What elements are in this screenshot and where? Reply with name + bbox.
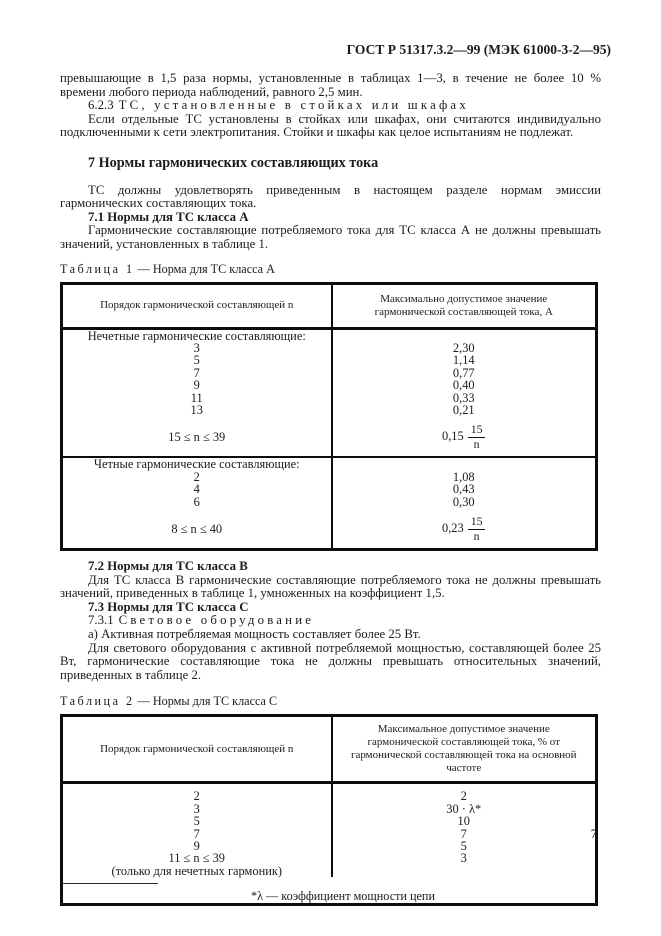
clause-7-3-1-title: Световое оборудование	[118, 613, 315, 628]
clause-7-3-1-heading	[60, 614, 601, 628]
harmonic-row	[62, 496, 597, 508]
harmonic-row	[62, 379, 597, 391]
footnote-row	[62, 877, 597, 905]
table-2-col1-header: Порядок гармонической составляющей n	[62, 716, 332, 783]
fraction-numerator: 15	[468, 424, 486, 438]
section-7-2-paragraph: Для ТС класса В гармонические составляющие потребляемого тока не должны превышать значений, приведенных в таблице 1, умноженных на коэффициент 1,5.	[60, 572, 601, 601]
fraction	[468, 424, 486, 450]
harmonic-row	[62, 342, 597, 354]
harmonic-row	[62, 404, 597, 416]
range-note-row	[62, 865, 597, 877]
harmonic-value: 5	[332, 840, 597, 852]
harmonic-value: 1,08	[332, 471, 597, 483]
fraction	[468, 516, 486, 542]
harmonic-row	[62, 803, 597, 815]
table-2-caption	[60, 695, 601, 708]
section-7-1-paragraph: Гармонические составляющие потребляемого тока для ТС класса А не должны превышать значений, установленных в таблице 1.	[60, 223, 601, 251]
clause-6-2-3-title: ТС, установленные в стойках или шкафах	[118, 98, 469, 113]
harmonic-n: 2	[193, 469, 200, 484]
clause-6-2-3-heading	[60, 99, 601, 113]
even-group-label-row	[62, 457, 597, 470]
range-note: (только для нечетных гармоник)	[111, 863, 282, 878]
clause-6-2-3-number: 6.2.3	[88, 98, 114, 113]
harmonic-row	[62, 828, 597, 840]
lighting-power-item: а) Активная потребляемая мощность составляет более 25 Вт.	[88, 626, 421, 641]
table-1-col2-header: Максимально допустимое значение гармонической составляющей тока, А	[332, 283, 597, 328]
table-2-header-row	[62, 716, 597, 783]
even-range-n: 8 ≤ n ≤ 40	[171, 521, 223, 536]
harmonic-row	[62, 367, 597, 379]
section-7-2-heading: 7.2 Нормы для ТС класса В	[88, 559, 248, 573]
coefficient: 0,15	[442, 429, 464, 444]
footnote-separator	[63, 883, 158, 884]
empty-cell	[332, 865, 597, 877]
section-7-heading: 7 Нормы гармонических составляющих тока	[88, 154, 379, 171]
document-content	[60, 72, 601, 906]
harmonic-row	[62, 840, 597, 852]
harmonic-value: 3	[332, 852, 597, 864]
odd-range-row	[62, 416, 597, 457]
harmonic-row	[62, 783, 597, 803]
section-7-3-heading: 7.3 Нормы для ТС класса С	[88, 599, 249, 614]
even-group-label: Четные гармонические составляющие:	[93, 457, 300, 472]
footnote-cell	[62, 877, 597, 905]
page-number: 7	[590, 827, 597, 841]
harmonic-value: 2	[332, 783, 597, 803]
table-1-caption-label: Таблица 1	[60, 261, 135, 276]
even-range-row	[62, 508, 597, 550]
fraction-denominator: n	[473, 436, 480, 451]
harmonic-value: 0,21	[332, 404, 597, 416]
section-7-1-heading: 7.1 Нормы для ТС класса А	[88, 209, 249, 224]
harmonic-value: 0,77	[332, 367, 597, 379]
table-2-class-c-limits	[60, 714, 598, 906]
table-1-caption	[60, 263, 601, 276]
harmonic-n: 2	[193, 789, 200, 804]
harmonic-value: 0,33	[332, 392, 597, 404]
racks-paragraph: Если отдельные ТС установлены в стойках или шкафах, они считаются индивидуально подключенными к сети электропитания. Стойки и шкафы как целое испытаниям не подлежат.	[60, 111, 601, 140]
section-7-3-1-paragraph: Для светового оборудования с активной потребляемой мощностью, составляющей более 25 Вт, гармонические составляющие тока не должны превышать относительных значений, приведенных в таблице 2.	[60, 640, 601, 682]
harmonic-n: 9	[193, 378, 200, 393]
harmonic-n: 11 ≤ n ≤ 39	[168, 851, 225, 866]
harmonic-row	[62, 852, 597, 864]
harmonic-n: 6	[193, 494, 200, 509]
harmonic-n: 13	[190, 402, 203, 417]
empty-cell	[332, 457, 597, 470]
table-2-footnote-section	[62, 877, 597, 905]
harmonic-n: 7	[193, 826, 200, 841]
harmonic-n: 5	[193, 353, 200, 368]
harmonic-n: 7	[193, 365, 200, 380]
harmonic-value: 1,14	[332, 354, 597, 366]
table-2-body	[62, 783, 597, 877]
harmonic-value: 2,30	[332, 342, 597, 354]
fraction-numerator: 15	[468, 516, 486, 530]
harmonic-row	[62, 392, 597, 404]
harmonic-n: 3	[193, 340, 200, 355]
table-1-caption-text: — Норма для ТС класса А	[137, 261, 275, 276]
odd-range-n: 15 ≤ n ≤ 39	[62, 416, 332, 457]
harmonic-value: 0,43	[332, 483, 597, 495]
section-7-intro-paragraph: ТС должны удовлетворять приведенным в настоящем разделе нормам эмиссии гармонических составляющих тока.	[60, 182, 601, 211]
harmonic-row	[62, 354, 597, 366]
clause-7-3-1-number: 7.3.1	[88, 613, 114, 628]
table-1-class-a-limits	[60, 282, 598, 551]
harmonic-row	[62, 471, 597, 483]
table-1-header-row	[62, 283, 597, 328]
harmonic-row	[62, 815, 597, 827]
fraction-denominator: n	[473, 528, 480, 543]
harmonic-value: 0,40	[332, 379, 597, 391]
harmonic-n: 11	[190, 390, 203, 405]
odd-group-label: Нечетные гармонические составляющие:	[87, 328, 306, 343]
running-header: ГОСТ Р 51317.3.2—99 (МЭК 61000-3-2—95)	[346, 42, 611, 57]
harmonic-value: 10	[332, 815, 597, 827]
table-2-caption-text: — Нормы для ТС класса С	[137, 694, 278, 709]
harmonic-n: 9	[193, 838, 200, 853]
harmonic-n: 3	[193, 801, 200, 816]
continuation-paragraph: превышающие в 1,5 раза нормы, установленные в таблицах 1—3, в течение не более 10 % времени любого периода наблюдений, равного 2,5 мин.	[60, 71, 601, 99]
harmonic-value: 30 · λ*	[332, 803, 597, 815]
table-1-odd-group	[62, 328, 597, 457]
footnote-text: *λ — коэффициент мощности цепи	[251, 889, 435, 904]
odd-range-value	[332, 416, 597, 457]
table-2-col2-header: Максимальное допустимое значение гармонической составляющей тока, % от гармонической составляющей тока на основной частоте	[332, 716, 597, 783]
harmonic-value: 0,30	[332, 496, 597, 508]
even-range-value	[332, 508, 597, 550]
harmonic-row	[62, 483, 597, 495]
harmonic-n: 4	[193, 482, 200, 497]
table-2-caption-label: Таблица 2	[60, 694, 135, 709]
empty-cell	[332, 328, 597, 342]
harmonic-n: 5	[193, 814, 200, 829]
table-1-even-group	[62, 457, 597, 549]
table-1-col1-header: Порядок гармонической составляющей n	[62, 283, 332, 328]
odd-group-label-row	[62, 328, 597, 342]
coefficient: 0,23	[442, 520, 464, 535]
harmonic-value: 7	[332, 828, 597, 840]
